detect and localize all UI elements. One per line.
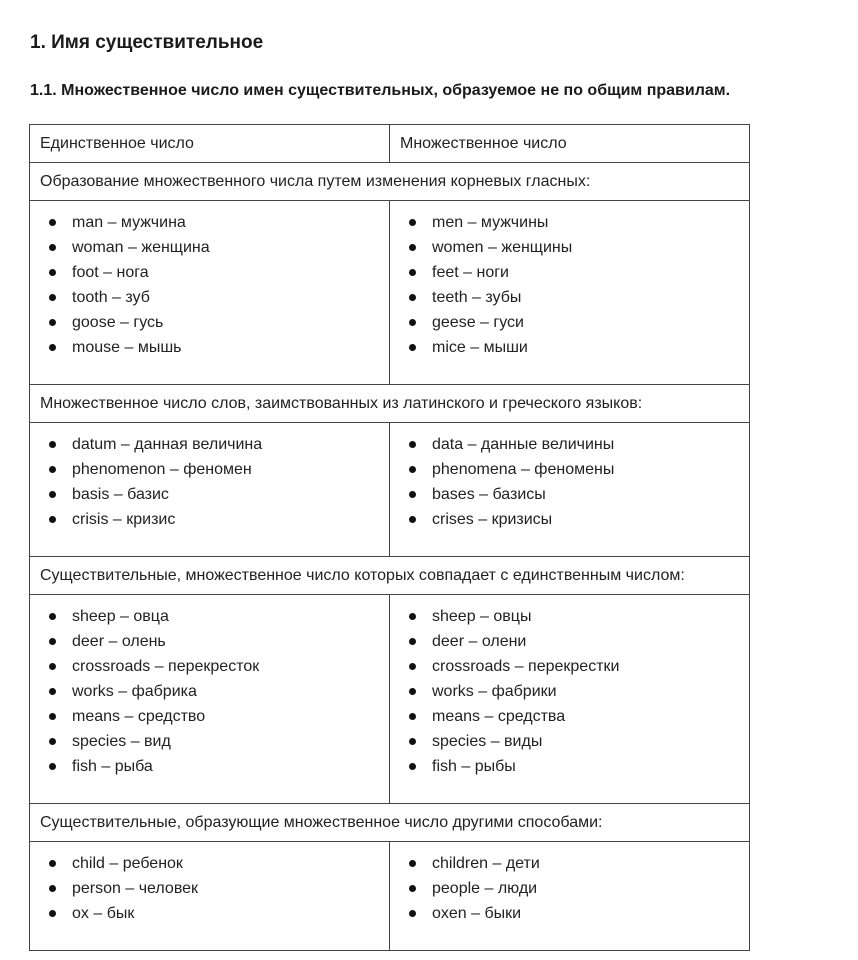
list-item: women – женщины — [390, 235, 749, 260]
list-item: woman – женщина — [30, 235, 389, 260]
list-item: works – фабрики — [390, 679, 749, 704]
list-item: fish – рыбы — [390, 754, 749, 779]
list-item: person – человек — [30, 876, 389, 901]
plural-nouns-table — [29, 124, 750, 951]
list-item: mice – мыши — [390, 335, 749, 360]
singular-cell — [30, 201, 390, 385]
singular-list — [30, 595, 389, 779]
list-item: crises – кризисы — [390, 507, 749, 532]
section-title-latin-greek: Множественное число слов, заимствованных из латинского и греческого языков: — [30, 385, 750, 423]
section-title-same-form: Существительные, множественное число которых совпадает с единственным числом: — [30, 557, 750, 595]
section-body-row — [30, 842, 750, 951]
singular-list — [30, 201, 389, 360]
section-row — [30, 804, 750, 842]
singular-list — [30, 423, 389, 532]
list-item: oxen – быки — [390, 901, 749, 926]
list-item: man – мужчина — [30, 210, 389, 235]
plural-list — [390, 842, 749, 926]
list-item: works – фабрика — [30, 679, 389, 704]
section-title-other-ways: Существительные, образующие множественное число другими способами: — [30, 804, 750, 842]
column-header-singular: Единственное число — [30, 125, 390, 163]
list-item: children – дети — [390, 851, 749, 876]
page-title: 1. Имя существительное — [30, 32, 264, 53]
list-item: tooth – зуб — [30, 285, 389, 310]
list-item: people – люди — [390, 876, 749, 901]
section-body-row — [30, 201, 750, 385]
list-item: teeth – зубы — [390, 285, 749, 310]
list-item: phenomena – феномены — [390, 457, 749, 482]
list-item: deer – олени — [390, 629, 749, 654]
list-item: species – виды — [390, 729, 749, 754]
plural-cell — [390, 201, 750, 385]
list-item: men – мужчины — [390, 210, 749, 235]
table-header-row — [30, 125, 750, 163]
list-item: data – данные величины — [390, 432, 749, 457]
section-row — [30, 385, 750, 423]
column-header-plural: Множественное число — [390, 125, 750, 163]
list-item: crossroads – перекресток — [30, 654, 389, 679]
list-item: child – ребенок — [30, 851, 389, 876]
list-item: mouse – мышь — [30, 335, 389, 360]
list-item: crisis – кризис — [30, 507, 389, 532]
list-item: foot – нога — [30, 260, 389, 285]
list-item: phenomenon – феномен — [30, 457, 389, 482]
singular-list — [30, 842, 389, 926]
singular-cell — [30, 595, 390, 804]
list-item: basis – базис — [30, 482, 389, 507]
section-title-vowel-change: Образование множественного числа путем изменения корневых гласных: — [30, 163, 750, 201]
list-item: goose – гусь — [30, 310, 389, 335]
list-item: bases – базисы — [390, 482, 749, 507]
list-item: sheep – овцы — [390, 604, 749, 629]
list-item: geese – гуси — [390, 310, 749, 335]
section-body-row — [30, 595, 750, 804]
section-body-row — [30, 423, 750, 557]
list-item: means – средства — [390, 704, 749, 729]
list-item: means – средство — [30, 704, 389, 729]
plural-list — [390, 423, 749, 532]
plural-cell — [390, 423, 750, 557]
section-subtitle: 1.1. Множественное число имен существительных, образуемое не по общим правилам. — [30, 82, 731, 99]
list-item: datum – данная величина — [30, 432, 389, 457]
list-item: feet – ноги — [390, 260, 749, 285]
list-item: sheep – овца — [30, 604, 389, 629]
plural-list — [390, 595, 749, 779]
list-item: fish – рыба — [30, 754, 389, 779]
list-item: deer – олень — [30, 629, 389, 654]
singular-cell — [30, 423, 390, 557]
list-item: species – вид — [30, 729, 389, 754]
section-row — [30, 163, 750, 201]
plural-list — [390, 201, 749, 360]
section-row — [30, 557, 750, 595]
singular-cell — [30, 842, 390, 951]
list-item: ox – бык — [30, 901, 389, 926]
list-item: crossroads – перекрестки — [390, 654, 749, 679]
plural-cell — [390, 595, 750, 804]
plural-cell — [390, 842, 750, 951]
